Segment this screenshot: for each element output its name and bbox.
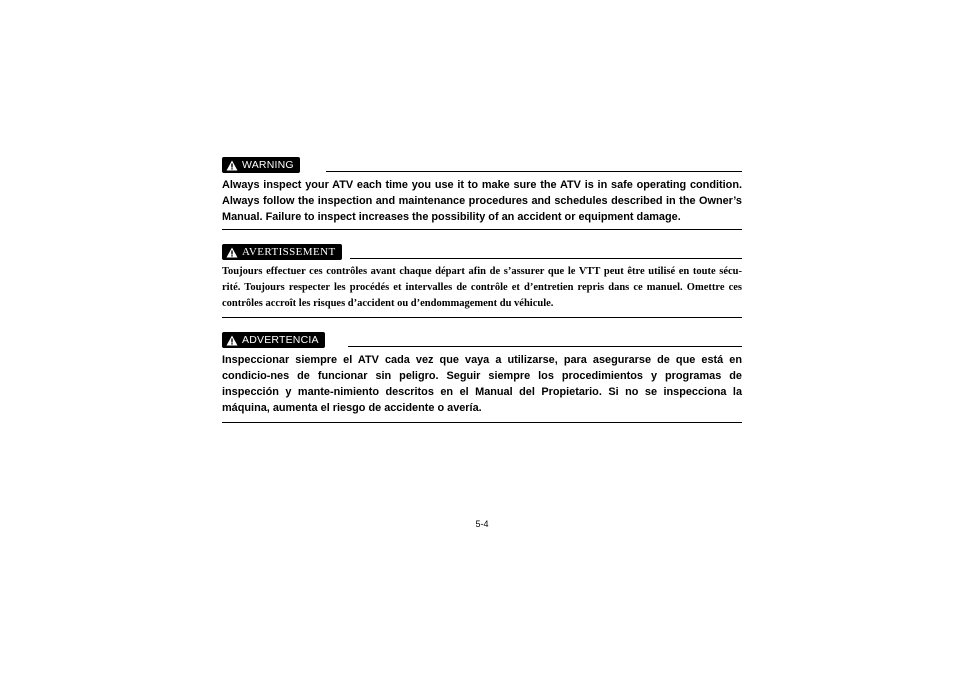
advertencia-bottom-rule [222,422,742,423]
advertencia-label: ADVERTENCIA [242,334,319,346]
warning-triangle-icon [226,160,238,171]
warning-block-en [222,157,742,230]
warning-triangle-icon [226,247,238,258]
advertencia-badge [222,332,325,348]
avertissement-header [222,244,742,261]
avertissement-label: AVERTISSEMENT [242,246,336,258]
advertencia-header [222,332,742,349]
warning-text: Always inspect your ATV each time you use it to make sure the ATV is in safe operating condition. Always follow the inspection and maintenance procedures and schedules described in the Owner’s Manual. Failure to inspect increases the possibility of an accident or equipment damage. [222,179,742,223]
warning-header [222,157,742,174]
page-number: 5-4 [475,519,489,529]
advertencia-text: Inspeccionar siempre el ATV cada vez que vaya a utilizarse, para asegurarse de que está en condicio-nes de funcionar sin peligro. Seguir siempre los procedimientos y programas de inspección y mante-nimiento descritos en el Manual del Propietario. Si no se inspecciona la máquina, aumenta el riesgo de accidente o avería. [222,354,742,414]
advertencia-top-rule [348,346,742,347]
avertissement-bottom-rule [222,317,742,318]
avertissement-text: Toujours effectuer ces contrôles avant chaque départ afin de s’assurer que le VTT peut être utilisé en toute sécu-rité. Toujours respecter les procédés et intervalles de contrôle et d’entretien repris dans ce manuel. Omettre ces contrôles accroît les risques d’accident ou d’endommagement du véhicule. [222,266,742,309]
warning-triangle-icon [226,335,238,346]
warning-block-es [222,332,742,423]
avertissement-top-rule [350,258,742,259]
warning-bottom-rule [222,229,742,230]
avertissement-badge [222,244,342,260]
warning-label: WARNING [242,159,294,171]
warning-top-rule [326,171,742,172]
warning-block-fr [222,244,742,318]
warning-badge [222,157,300,173]
